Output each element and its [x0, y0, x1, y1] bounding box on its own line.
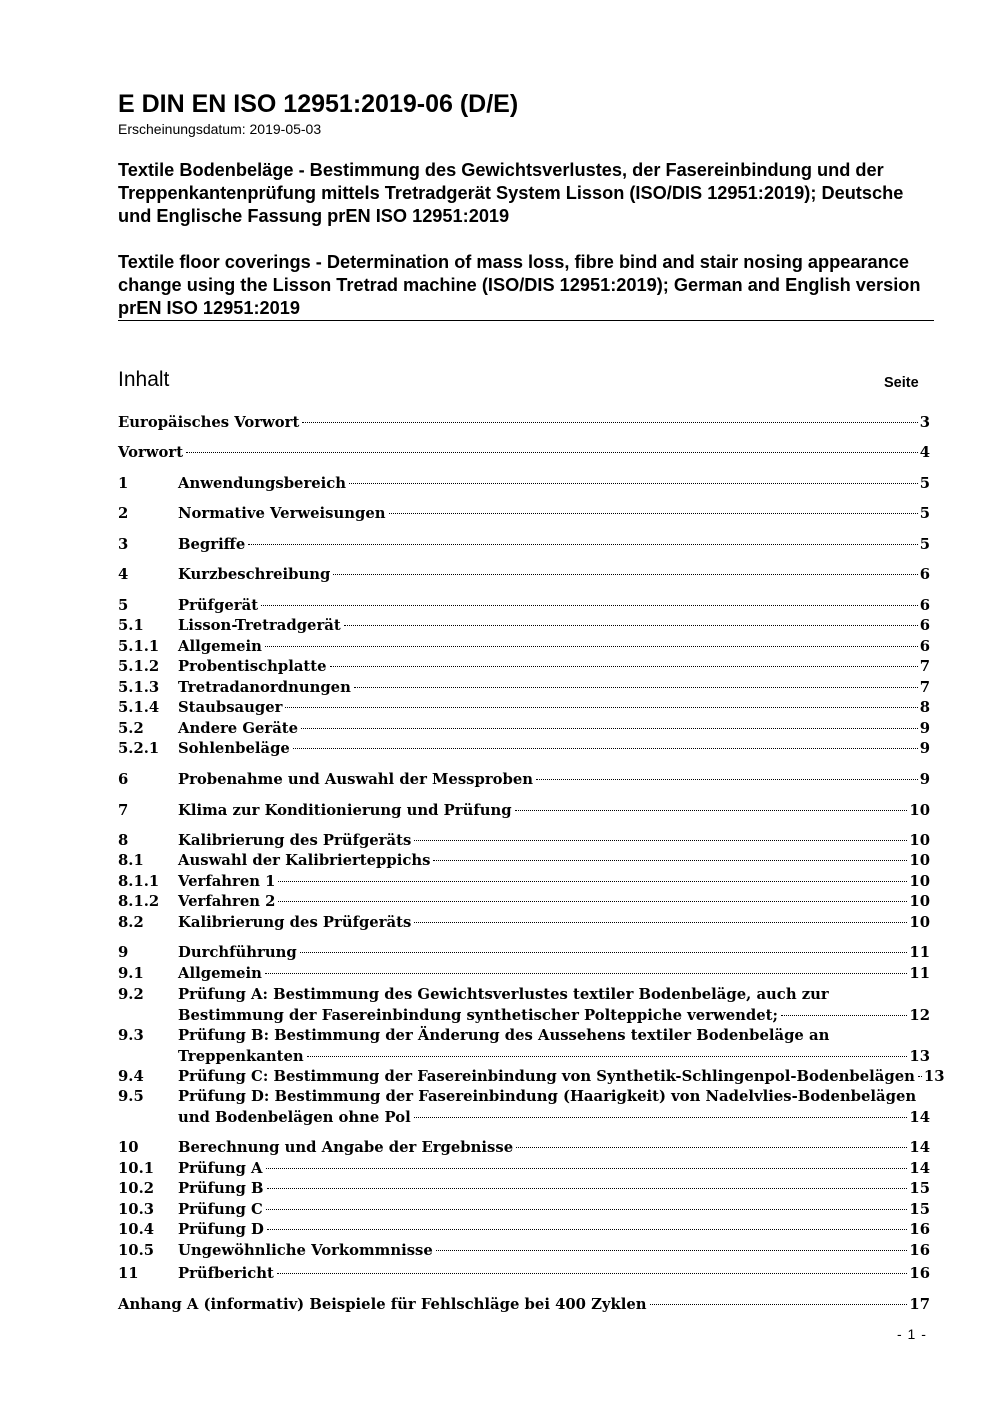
title-divider [118, 320, 934, 321]
toc-entry-page: 9 [919, 740, 930, 757]
toc-entry[interactable] [118, 770, 930, 791]
toc-entry-title: Ungewöhnliche Vorkommnisse [178, 1242, 433, 1259]
toc-entry-title-continuation: Treppenkanten [178, 1047, 304, 1065]
toc-entry-number: 8.1.2 [118, 893, 160, 910]
toc-entry[interactable] [118, 443, 930, 464]
toc-entry[interactable] [118, 801, 930, 822]
toc-entry-page: 14 [909, 1108, 930, 1126]
toc-entry-page: 5 [919, 536, 930, 553]
toc-entry-page: 3 [919, 414, 930, 431]
dot-leader [349, 483, 918, 484]
toc-entry-title: Normative Verweisungen [178, 505, 386, 522]
dot-leader [278, 881, 907, 882]
toc-entry-number: 1 [118, 475, 129, 492]
toc-entry-page: 9 [919, 771, 930, 788]
toc-entry[interactable] [118, 535, 930, 556]
toc-entry-page: 7 [919, 679, 930, 696]
toc-entry-title: Begriffe [178, 536, 246, 553]
toc-entry-title: Prüfung D [178, 1221, 264, 1238]
dot-leader [285, 707, 917, 708]
toc-entry-page: 9 [919, 720, 930, 737]
toc-entry-page: 13 [909, 1047, 930, 1065]
toc-entry[interactable] [118, 1159, 930, 1180]
dot-leader [248, 544, 917, 545]
toc-entry-title: Andere Geräte [178, 720, 299, 737]
toc-entry-number: 9.3 [118, 1027, 144, 1044]
toc-entry-title: Lisson-Tretradgerät [178, 617, 341, 634]
toc-entry-title: Prüfung B [178, 1180, 264, 1197]
toc-entry-title: Durchführung [178, 944, 297, 961]
dot-leader [414, 840, 907, 841]
toc-entry-number: 9.1 [118, 965, 144, 982]
dot-leader [293, 748, 918, 749]
toc-entry-title: Klima zur Konditionierung und Prüfung [178, 802, 512, 819]
toc-entry[interactable] [118, 1026, 930, 1067]
dot-leader [186, 452, 918, 453]
toc-entry-page: 10 [909, 852, 930, 869]
toc-entry[interactable] [118, 913, 930, 934]
toc-entry-page: 14 [909, 1139, 930, 1156]
title-german: Textile Bodenbeläge - Bestimmung des Gewichtsverlustes, der Fasereinbindung und der Treppenkantenprüfung mittels Tretradgerät System Lisson (ISO/DIS 12951:2019); Deutsche und Englische Fassung prEN ISO 12951:2019 [118, 160, 904, 226]
toc-entry[interactable] [118, 504, 930, 525]
toc-entry-title: Auswahl der Kalibrierteppichs [178, 852, 431, 869]
toc-entry-title: Anhang A (informativ) Beispiele für Fehlschläge bei 400 Zyklen [118, 1296, 647, 1313]
toc-entry-number: 2 [118, 505, 129, 522]
dot-leader [389, 513, 918, 514]
dot-leader [414, 922, 907, 923]
toc-entry-number: 5.1 [118, 617, 144, 634]
toc-entry-title: Probenahme und Auswahl der Messproben [178, 771, 534, 788]
toc-entry-page: 13 [923, 1068, 945, 1085]
toc-entry-number: 6 [118, 771, 129, 788]
toc-entry-title: Europäisches Vorwort [118, 414, 300, 431]
toc-entry-page: 10 [909, 802, 930, 819]
toc-entry-page: 12 [909, 1006, 930, 1024]
dot-leader [516, 1147, 907, 1148]
dot-leader [267, 1229, 908, 1230]
toc-entry-number: 7 [118, 802, 129, 819]
dot-leader [354, 687, 918, 688]
toc-entry-title: Verfahren 1 [178, 873, 276, 890]
toc-entry[interactable] [118, 596, 930, 617]
toc-entry[interactable] [118, 657, 930, 678]
dot-leader [267, 1188, 908, 1189]
toc-entry[interactable] [118, 851, 930, 872]
toc-entry-title: Anwendungsbereich [178, 475, 347, 492]
toc-entry-number: 10 [118, 1139, 139, 1156]
toc-entry-page: 6 [919, 566, 930, 583]
toc-entry-page: 17 [909, 1296, 930, 1313]
toc-entry-number: 5.2 [118, 720, 144, 737]
toc-entry[interactable] [118, 1179, 930, 1200]
toc-entry-title: Kalibrierung des Prüfgeräts [178, 832, 412, 849]
toc-entry-number: 10.1 [118, 1160, 155, 1177]
dot-leader [650, 1304, 908, 1305]
toc-entry[interactable] [118, 474, 930, 495]
toc-entry-title: Kurzbeschreibung [178, 566, 331, 583]
dot-leader [277, 1273, 908, 1274]
dot-leader [515, 810, 908, 811]
toc-entry-title: Vorwort [118, 444, 184, 461]
toc-entry-page: 4 [919, 444, 930, 461]
issue-date: Erscheinungsdatum: 2019-05-03 [118, 121, 322, 137]
toc-entry-number: 9.5 [118, 1088, 144, 1105]
toc-entry-number: 5.2.1 [118, 740, 160, 757]
dot-leader [302, 422, 917, 423]
toc-entry-title: Probentischplatte [178, 658, 327, 675]
toc-entry[interactable] [118, 831, 930, 852]
toc-entry-number: 9 [118, 944, 129, 961]
dot-leader [266, 1168, 908, 1169]
dot-leader [536, 779, 918, 780]
dot-leader [433, 860, 907, 861]
toc-entry-number: 5.1.4 [118, 699, 160, 716]
toc-entry[interactable] [118, 698, 930, 719]
dot-leader [301, 728, 918, 729]
toc-entry-number: 8.1.1 [118, 873, 160, 890]
toc-entry-title: Prüfgerät [178, 597, 259, 614]
toc-entry-title: Berechnung und Angabe der Ergebnisse [178, 1139, 514, 1156]
toc-entry-page: 16 [909, 1221, 930, 1238]
dot-leader [330, 666, 918, 667]
toc-entry-page: 8 [919, 699, 930, 716]
toc-entry[interactable] [118, 964, 930, 985]
toc-entry-page: 10 [909, 914, 930, 931]
dot-leader [261, 605, 918, 606]
toc-entry-number: 10.4 [118, 1221, 155, 1238]
toc-entry-page: 16 [909, 1242, 930, 1259]
toc-entry[interactable] [118, 678, 930, 699]
toc-entry[interactable] [118, 637, 930, 658]
toc-entry-number: 5.1.3 [118, 679, 160, 696]
toc-entry-title: Allgemein [178, 965, 262, 982]
dot-leader [781, 1015, 907, 1016]
document-id: E DIN EN ISO 12951:2019-06 (D/E) [118, 90, 519, 118]
toc-entry[interactable] [118, 1067, 945, 1088]
toc-entry-title: Prüfung A [178, 1160, 263, 1177]
dot-leader [307, 1056, 908, 1057]
toc-entry-page: 16 [909, 1265, 930, 1282]
toc-entry[interactable] [118, 616, 930, 637]
toc-entry-number: 9.4 [118, 1068, 144, 1085]
toc-entry[interactable] [118, 739, 930, 760]
toc-entry-number: 10.2 [118, 1180, 155, 1197]
toc-entry-page: 10 [909, 873, 930, 890]
toc-entry-number: 5 [118, 597, 129, 614]
toc-entry[interactable] [118, 1264, 930, 1285]
toc-entry-title-continuation: Bestimmung der Fasereinbindung synthetischer Polteppiche verwendet; [178, 1006, 778, 1024]
toc-entry-title: Tretradanordnungen [178, 679, 351, 696]
toc-entry-title: Prüfbericht [178, 1265, 274, 1282]
dot-leader [300, 952, 908, 953]
toc-entry-number: 3 [118, 536, 129, 553]
toc-entry[interactable] [118, 1138, 930, 1159]
toc-entry[interactable] [118, 1295, 930, 1316]
dot-leader [265, 973, 907, 974]
toc-entry-title: Kalibrierung des Prüfgeräts [178, 914, 412, 931]
toc-entry-page: 7 [919, 658, 930, 675]
toc-entry-number: 4 [118, 566, 129, 583]
toc-entry-number: 5.1.2 [118, 658, 160, 675]
toc-entry-title: Staubsauger [178, 699, 283, 716]
toc-entry-number: 10.3 [118, 1201, 155, 1218]
toc-entry-title: Allgemein [178, 638, 262, 655]
toc-entry-title-continuation: und Bodenbelägen ohne Pol [178, 1108, 411, 1126]
toc-entry-page: 15 [909, 1201, 930, 1218]
toc-entry-number: 8.1 [118, 852, 144, 869]
toc-entry[interactable] [118, 1087, 930, 1128]
dot-leader [918, 1076, 922, 1077]
toc-entry-number: 11 [118, 1265, 139, 1282]
toc-entry[interactable] [118, 1241, 930, 1262]
toc-entry[interactable] [118, 985, 930, 1026]
toc-entry[interactable] [118, 565, 930, 586]
toc-entry[interactable] [118, 1220, 930, 1241]
toc-entry[interactable] [118, 943, 930, 964]
toc-entry-title: Prüfung D: Bestimmung der Fasereinbindung (Haarigkeit) von Nadelvlies-Bodenbelägen [178, 1088, 917, 1105]
toc-entry-page: 5 [919, 505, 930, 522]
toc-entry-number: 8.2 [118, 914, 144, 931]
toc-entry-title: Prüfung B: Bestimmung der Änderung des Aussehens textiler Bodenbeläge an [178, 1027, 830, 1044]
toc-entry-number: 9.2 [118, 986, 144, 1003]
dot-leader [265, 646, 918, 647]
contents-heading: Inhalt [118, 368, 170, 391]
toc-entry[interactable] [118, 1200, 930, 1221]
toc-entry-page: 6 [919, 638, 930, 655]
toc-entry-page: 11 [909, 944, 930, 961]
toc-entry-page: 10 [909, 893, 930, 910]
toc-entry-title: Prüfung A: Bestimmung des Gewichtsverlustes textiler Bodenbeläge, auch zur [178, 986, 829, 1003]
title-english: Textile floor coverings - Determination of mass loss, fibre bind and stair nosing appearance change using the Lisson Tretrad machine (ISO/DIS 12951:2019); German and English version prEN ISO 12951:2019 [118, 252, 921, 318]
toc-entry-page: 6 [919, 617, 930, 634]
toc-entry[interactable] [118, 413, 930, 434]
dot-leader [436, 1250, 908, 1251]
toc-entry-title: Prüfung C: Bestimmung der Fasereinbindung von Synthetik-Schlingenpol-Bodenbelägen [178, 1068, 915, 1085]
dot-leader [266, 1209, 908, 1210]
toc-entry-number: 5.1.1 [118, 638, 160, 655]
toc-entry-title: Sohlenbeläge [178, 740, 290, 757]
toc-entry-title: Prüfung C [178, 1201, 263, 1218]
dot-leader [414, 1117, 908, 1118]
toc-entry-page: 11 [909, 965, 930, 982]
toc-entry-number: 8 [118, 832, 129, 849]
toc-entry-page: 15 [909, 1180, 930, 1197]
page-column-label: Seite [884, 375, 919, 391]
toc-entry[interactable] [118, 872, 930, 893]
dot-leader [278, 901, 907, 902]
dot-leader [344, 625, 918, 626]
toc-entry-number: 10.5 [118, 1242, 155, 1259]
toc-entry-page: 10 [909, 832, 930, 849]
toc-entry[interactable] [118, 892, 930, 913]
page-number: - 1 - [897, 1326, 927, 1342]
toc-entry-page: 6 [919, 597, 930, 614]
toc-entry-page: 5 [919, 475, 930, 492]
dot-leader [333, 574, 917, 575]
toc-entry[interactable] [118, 719, 930, 740]
toc-entry-title: Verfahren 2 [178, 893, 276, 910]
toc-entry-page: 14 [909, 1160, 930, 1177]
